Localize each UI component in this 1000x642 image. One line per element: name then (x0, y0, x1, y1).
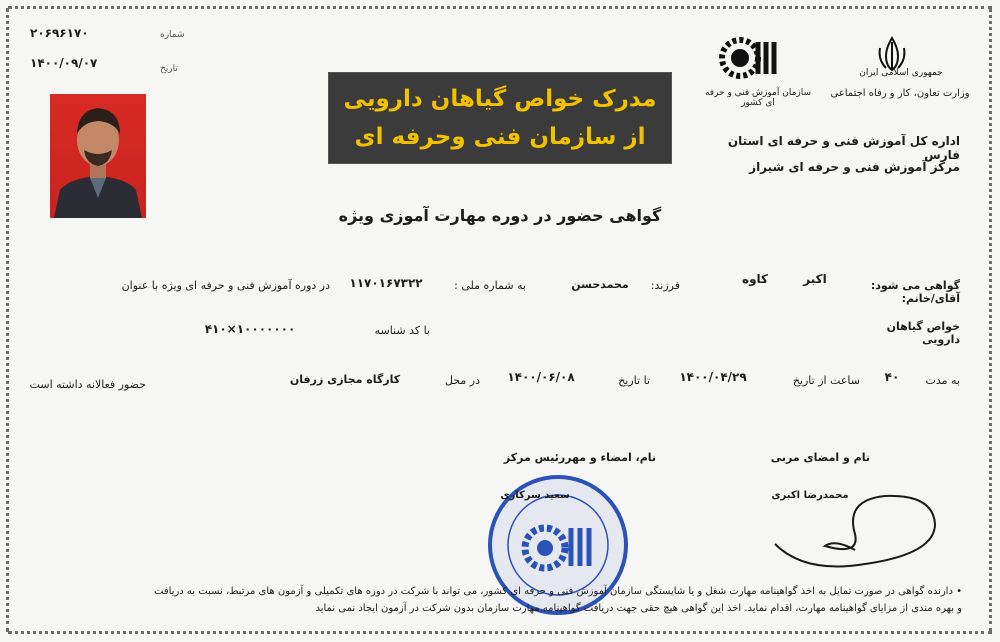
footnote-line-1: • دارنده گواهی در صورت تمایل به اخذ گواهینامه مهارت شغل و یا شایستگی سازمان آموزش فنی و حرفه ای کشور، می تواند با شرکت در دوره های تکمیلی و آزمون های مرتبط، نسبت به دریافت (154, 586, 962, 597)
banner-line-1: مدرک خواص گیاهان دارویی (343, 86, 657, 112)
ministry-line-2: وزارت تعاون، کار و رفاه اجتماعی (830, 88, 970, 99)
course-intro: در دوره آموزش فنی و حرفه ای ویژه با عنوان (121, 279, 330, 292)
org-name: سازمان آموزش فنی و حرفه ای کشور (704, 88, 812, 108)
portrait-photo (50, 94, 146, 218)
banner-line-2: از سازمان فنی وحرفه ای (354, 124, 646, 150)
certificate-title: گواهی حضور در دوره مهارت آموزی ویژه (338, 206, 662, 225)
trainer-signature-icon (765, 484, 955, 579)
hours-value: ۴۰ (884, 370, 900, 384)
national-id-label: به شماره ملی : (454, 279, 526, 292)
border-left (6, 8, 9, 632)
to-label: تا تاریخ (618, 374, 650, 387)
father-name: محمدحسن (571, 278, 629, 291)
ministry-line-1: جمهوری اسلامی ایران (859, 68, 943, 78)
tvto-logo-icon (718, 36, 788, 84)
date-label: تاریخ (160, 64, 178, 74)
id-code-label: با کد شناسه (374, 324, 430, 337)
attendance-text: حضور فعالانه داشته است (29, 378, 146, 391)
border-top (8, 6, 992, 9)
center-line: مرکز آموزش فنی و حرفه ای شیراز (749, 160, 960, 174)
number-label: شماره (160, 30, 185, 40)
national-id: ۱۱۷۰۱۶۷۳۲۲ (349, 276, 423, 290)
duration-label: به مدت (925, 374, 960, 387)
certificate-number: ۲۰۶۹۶۱۷۰ (30, 26, 89, 40)
head-signature-label: نام، امضاء و مهررئیس مرکز (503, 451, 657, 464)
certify-label: گواهی می شود: آقای/خانم: (870, 279, 960, 305)
head-name: سعید سرکاری (500, 490, 570, 501)
certificate-date: ۱۴۰۰/۰۹/۰۷ (30, 56, 98, 70)
last-name: کاوه (741, 272, 769, 286)
trainer-signature-label: نام و امضای مربی (770, 451, 870, 464)
footnote-line-2: و بهره مندی از مزایای گواهینامه مهارت، اقدام نماید. اخذ این گواهی هیچ حقی جهت دریافت گواهینامه مهارت سازمان بدون شرکت در آزمون ایجاد نمی نماید (315, 603, 962, 614)
trainer-name: محمدرضا اکبری (771, 490, 849, 501)
child-of-label: فرزند: (650, 279, 680, 292)
place-label: در محل (444, 374, 480, 387)
course-title: خواص گیاهان دارویی (886, 320, 960, 346)
hours-label: ساعت از تاریخ (792, 374, 860, 387)
department-line: اداره کل آموزش فنی و حرفه ای استان فارس (727, 134, 960, 162)
border-bottom (8, 631, 992, 634)
title-banner (328, 72, 672, 164)
border-right (989, 8, 992, 632)
start-date: ۱۴۰۰/۰۴/۲۹ (679, 370, 747, 384)
id-code: ۴۱۰×۱۰۰۰۰۰۰۰ (204, 322, 296, 336)
first-name: اکبر (803, 272, 827, 286)
end-date: ۱۴۰۰/۰۶/۰۸ (507, 370, 575, 384)
place-value: کارگاه مجازی زرفان (289, 373, 401, 386)
